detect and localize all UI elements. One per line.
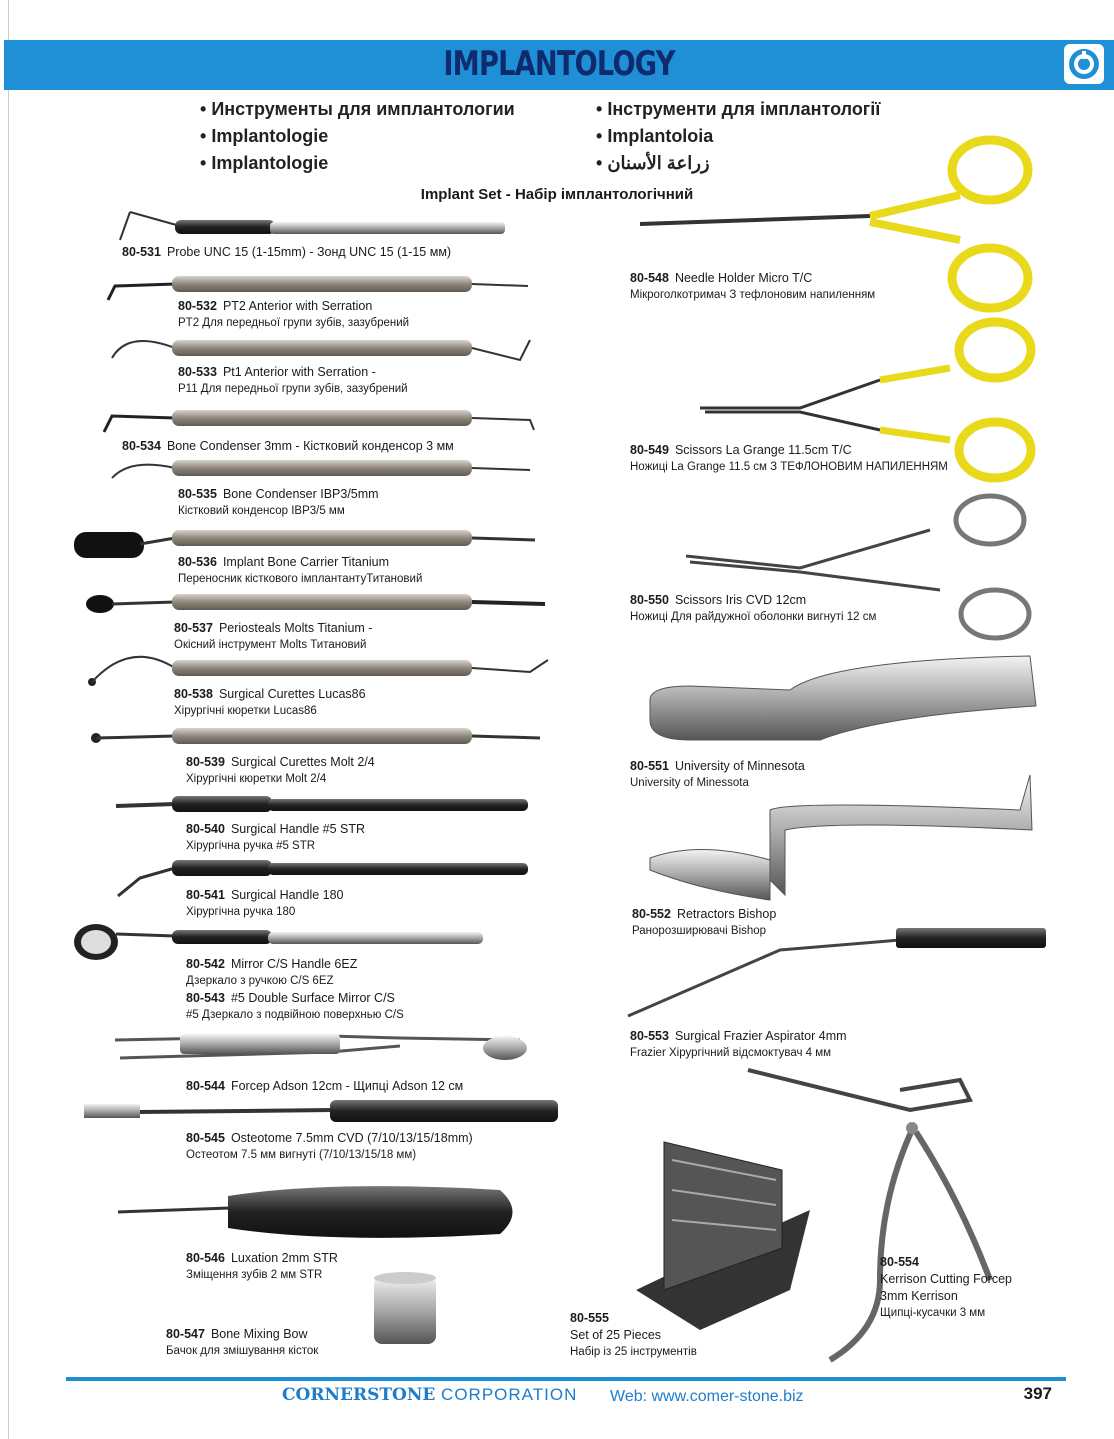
item-80-550: 80-550 Scissors Iris CVD 12cm Ножиці Для райдужної оболонки вигнуті 12 см	[630, 593, 877, 623]
retractor-minnesota-icon	[650, 656, 1036, 740]
item-80-545: 80-545 Osteotome 7.5mm CVD (7/10/13/15/18mm) Остеотом 7.5 мм вигнуті (7/10/13/15/18 мм)	[186, 1131, 473, 1161]
item-80-542: 80-542 Mirror C/S Handle 6EZ Дзеркало з ручкою C/S 6EZ	[186, 957, 358, 987]
language-uk: • Інструменти для імплантології	[596, 96, 880, 123]
probe-icon	[120, 212, 505, 240]
surgical-handle-5-icon	[116, 796, 528, 812]
language-ru: • Инструменты для имплантологии	[200, 96, 515, 123]
language-ro: • Implantoloia	[596, 123, 880, 150]
luxation-icon	[118, 1186, 513, 1238]
instrument-cassette-icon	[636, 1142, 810, 1330]
item-80-544: 80-544 Forcep Adson 12cm - Щипці Adson 12 см	[186, 1079, 464, 1093]
retractor-bishop-icon	[650, 775, 1032, 900]
item-80-536: 80-536 Implant Bone Carrier Titanium Переносник кісткового імплантантуТитановий	[178, 555, 423, 585]
osteotome-icon	[84, 1100, 558, 1122]
item-80-531: 80-531 Probe UNC 15 (1-15mm) - Зонд UNC 15 (1-15 мм)	[122, 245, 452, 259]
curette-lucas-icon	[88, 657, 548, 686]
page-title: IMPLANTOLOGY	[443, 44, 675, 84]
item-80-534: 80-534 Bone Condenser 3mm - Кістковий конденсор 3 мм	[122, 439, 454, 453]
forcep-adson-icon	[115, 1034, 527, 1060]
item-80-541: 80-541 Surgical Handle 180 Хірургічна ручка 180	[186, 888, 344, 918]
footer-web-link[interactable]: Web: www.comer-stone.biz	[610, 1388, 804, 1405]
language-fr: • Implantologie	[200, 150, 515, 177]
pt2-instrument-icon	[108, 276, 528, 300]
item-80-535: 80-535 Bone Condenser IBP3/5mm Кістковий конденсор IBP3/5 мм	[178, 487, 379, 517]
item-80-553: 80-553 Surgical Frazier Aspirator 4mm Frazier Хірургічний відсмоктувач 4 мм	[630, 1029, 847, 1059]
item-80-549: 80-549 Scissors La Grange 11.5cm T/C Ножиці La Grange 11.5 см З ТЕФЛОНОВИМ НАПИЛЕННЯМ	[630, 443, 948, 473]
set-title: Implant Set - Набір імплантологічний	[420, 186, 694, 203]
mixing-bowl-icon	[374, 1272, 436, 1344]
item-80-552: 80-552 Retractors Bishop Ранорозширювачі Bishop	[632, 907, 777, 937]
item-80-532: 80-532 PT2 Anterior with Serration PT2 Для передньої групи зубів, зазубрений	[178, 299, 410, 329]
item-80-537: 80-537 Periosteals Molts Titanium - Окісний інструмент Molts Титановий	[174, 621, 373, 651]
footer-brand: CORNERSTONE CORPORATION	[282, 1385, 578, 1405]
footer-divider	[66, 1377, 1066, 1381]
item-80-540: 80-540 Surgical Handle #5 STR Хірургічна ручка #5 STR	[186, 822, 366, 852]
aspirator-icon	[628, 928, 1046, 1016]
item-80-539: 80-539 Surgical Curettes Molt 2/4 Хірургічні кюретки Molt 2/4	[186, 755, 375, 785]
item-80-548: 80-548 Needle Holder Micro T/C Мікроголкотримач З тефлоновим напиленням	[630, 271, 876, 301]
language-de: • Implantologie	[200, 123, 515, 150]
pt1-instrument-icon	[112, 340, 530, 360]
item-80-551: 80-551 University of Minnesota University of Minessota	[630, 759, 805, 789]
item-80-554: 80-554 Kerrison Cutting Forcep 3mm Kerrison Щипці-кусачки 3 мм	[880, 1255, 1013, 1319]
mirror-icon	[74, 924, 483, 960]
item-80-538: 80-538 Surgical Curettes Lucas86 Хірургічні кюретки Lucas86	[174, 687, 366, 717]
item-80-543: 80-543 #5 Double Surface Mirror C/S #5 Дзеркало з подвійною поверхнью C/S	[186, 991, 404, 1021]
periosteal-icon	[86, 594, 545, 613]
page-number: 397	[1023, 1384, 1052, 1403]
item-80-546: 80-546 Luxation 2mm STR Зміщення зубів 2 мм STR	[186, 1251, 338, 1281]
item-80-533: 80-533 Pt1 Anterior with Serration - P11 Для передньої групи зубів, зазубрений	[178, 365, 408, 395]
bone-condenser-ibp-icon	[112, 460, 530, 478]
curette-molt-icon	[91, 728, 540, 744]
language-ar: • زراعة الأسنان	[596, 150, 880, 177]
item-80-547: 80-547 Bone Mixing Bow Бачок для змішування кісток	[166, 1327, 319, 1357]
bone-condenser-icon	[104, 410, 534, 432]
item-80-555: 80-555 Set of 25 Pieces Набір із 25 інструментів	[570, 1311, 697, 1358]
